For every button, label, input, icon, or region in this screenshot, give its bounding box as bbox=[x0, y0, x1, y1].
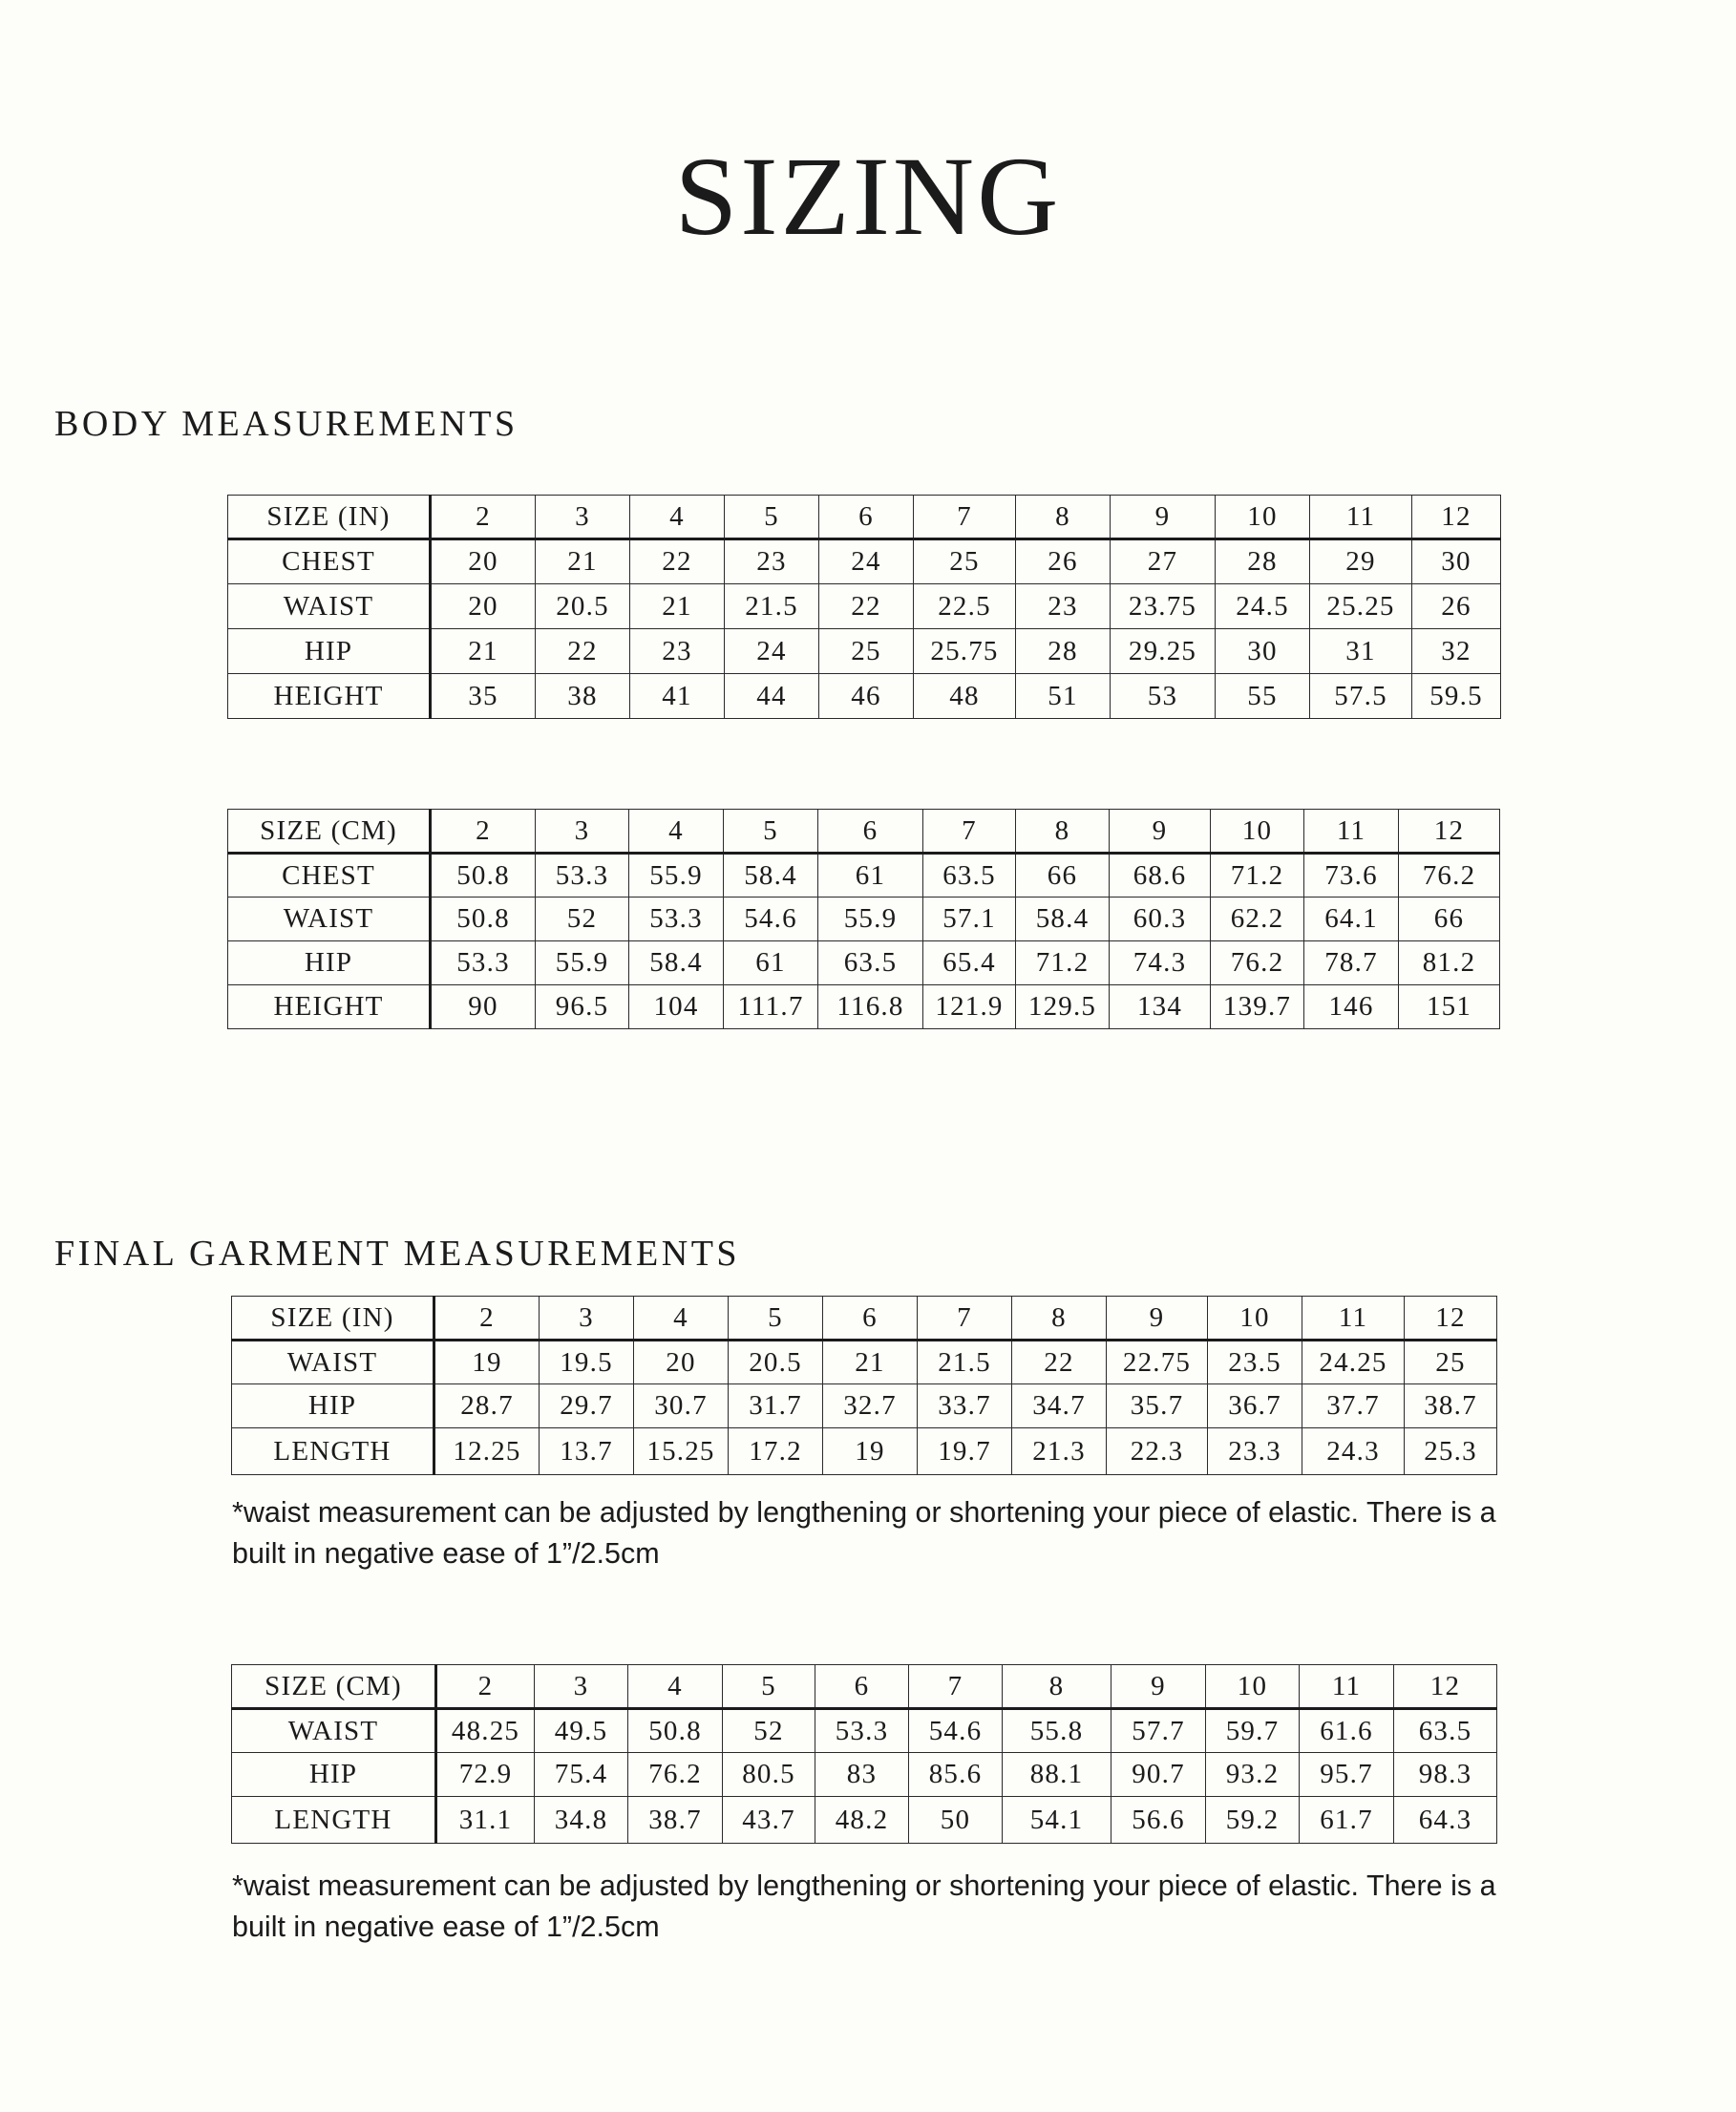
measurement-cell: 54.6 bbox=[724, 898, 818, 941]
measurement-cell: 21.5 bbox=[918, 1341, 1012, 1384]
measurement-cell: 146 bbox=[1304, 985, 1399, 1029]
measurement-cell: 20.5 bbox=[729, 1341, 823, 1384]
measurement-cell: 66 bbox=[1399, 898, 1500, 941]
measurement-cell: 116.8 bbox=[818, 985, 923, 1029]
measurement-label: HIP bbox=[232, 1384, 434, 1428]
measurement-label: WAIST bbox=[228, 898, 431, 941]
size-header-cell: 7 bbox=[909, 1665, 1003, 1709]
measurement-label: LENGTH bbox=[232, 1797, 436, 1844]
table-row bbox=[228, 985, 1500, 1029]
measurement-cell: 75.4 bbox=[535, 1753, 628, 1797]
measurement-cell: 57.7 bbox=[1111, 1709, 1206, 1753]
measurement-cell: 46 bbox=[819, 674, 914, 719]
measurement-label: CHEST bbox=[228, 854, 431, 898]
measurement-cell: 55.8 bbox=[1003, 1709, 1111, 1753]
measurement-cell: 76.2 bbox=[1211, 941, 1304, 985]
measurement-cell: 59.7 bbox=[1206, 1709, 1300, 1753]
measurement-cell: 62.2 bbox=[1211, 898, 1304, 941]
measurement-cell: 55.9 bbox=[536, 941, 629, 985]
size-header-cell: 8 bbox=[1003, 1665, 1111, 1709]
measurement-cell: 55.9 bbox=[629, 854, 724, 898]
measurement-cell: 19 bbox=[434, 1341, 540, 1384]
measurement-label: HEIGHT bbox=[228, 985, 431, 1029]
measurement-cell: 58.4 bbox=[724, 854, 818, 898]
measurement-cell: 61 bbox=[818, 854, 923, 898]
measurement-cell: 19.7 bbox=[918, 1428, 1012, 1475]
measurement-cell: 37.7 bbox=[1302, 1384, 1405, 1428]
size-header-cell: 10 bbox=[1216, 496, 1310, 539]
garment-measurements-inches-table bbox=[231, 1296, 1497, 1475]
measurement-cell: 64.1 bbox=[1304, 898, 1399, 941]
size-header-cell: 2 bbox=[431, 810, 536, 854]
size-header-cell: 9 bbox=[1107, 1297, 1208, 1341]
measurement-cell: 33.7 bbox=[918, 1384, 1012, 1428]
measurement-cell: 63.5 bbox=[1394, 1709, 1497, 1753]
size-header-cell: 4 bbox=[634, 1297, 729, 1341]
measurement-cell: 50.8 bbox=[628, 1709, 723, 1753]
size-header-cell: 6 bbox=[819, 496, 914, 539]
measurement-cell: 24.3 bbox=[1302, 1428, 1405, 1475]
measurement-cell: 60.3 bbox=[1110, 898, 1211, 941]
measurement-cell: 76.2 bbox=[628, 1753, 723, 1797]
measurement-cell: 54.6 bbox=[909, 1709, 1003, 1753]
measurement-label: CHEST bbox=[228, 539, 431, 584]
measurement-cell: 53.3 bbox=[431, 941, 536, 985]
measurement-cell: 17.2 bbox=[729, 1428, 823, 1475]
measurement-cell: 20 bbox=[634, 1341, 729, 1384]
table-row bbox=[232, 1341, 1497, 1384]
size-header-cell: 3 bbox=[536, 810, 629, 854]
garment-measurements-cm-table bbox=[231, 1664, 1497, 1844]
measurement-label: HIP bbox=[228, 941, 431, 985]
measurement-cell: 111.7 bbox=[724, 985, 818, 1029]
size-header-cell: 5 bbox=[723, 1665, 815, 1709]
measurement-cell: 121.9 bbox=[923, 985, 1016, 1029]
measurement-cell: 28.7 bbox=[434, 1384, 540, 1428]
measurement-cell: 21 bbox=[823, 1341, 918, 1384]
table-header-row bbox=[232, 1297, 1497, 1341]
measurement-cell: 31.1 bbox=[436, 1797, 535, 1844]
measurement-cell: 21 bbox=[431, 629, 536, 674]
measurement-cell: 48.2 bbox=[815, 1797, 909, 1844]
size-unit-label: SIZE (IN) bbox=[232, 1297, 434, 1341]
measurement-cell: 35 bbox=[431, 674, 536, 719]
table-row bbox=[228, 941, 1500, 985]
size-header-cell: 8 bbox=[1016, 496, 1111, 539]
measurement-cell: 49.5 bbox=[535, 1709, 628, 1753]
measurement-cell: 98.3 bbox=[1394, 1753, 1497, 1797]
measurement-cell: 48 bbox=[914, 674, 1016, 719]
measurement-cell: 24.5 bbox=[1216, 584, 1310, 629]
measurement-cell: 52 bbox=[723, 1709, 815, 1753]
measurement-cell: 22 bbox=[1012, 1341, 1107, 1384]
size-header-cell: 4 bbox=[629, 810, 724, 854]
size-header-cell: 9 bbox=[1111, 1665, 1206, 1709]
measurement-cell: 22.3 bbox=[1107, 1428, 1208, 1475]
size-header-cell: 4 bbox=[630, 496, 725, 539]
size-header-cell: 3 bbox=[535, 1665, 628, 1709]
measurement-cell: 73.6 bbox=[1304, 854, 1399, 898]
measurement-cell: 64.3 bbox=[1394, 1797, 1497, 1844]
table-row bbox=[228, 539, 1501, 584]
measurement-cell: 83 bbox=[815, 1753, 909, 1797]
page-title: SIZING bbox=[674, 134, 1062, 260]
measurement-cell: 59.2 bbox=[1206, 1797, 1300, 1844]
size-header-cell: 7 bbox=[914, 496, 1016, 539]
measurement-cell: 23.5 bbox=[1208, 1341, 1302, 1384]
size-header-cell: 10 bbox=[1208, 1297, 1302, 1341]
size-header-cell: 4 bbox=[628, 1665, 723, 1709]
size-header-cell: 5 bbox=[724, 810, 818, 854]
measurement-cell: 53.3 bbox=[629, 898, 724, 941]
measurement-cell: 27 bbox=[1111, 539, 1216, 584]
measurement-cell: 24 bbox=[819, 539, 914, 584]
measurement-cell: 22 bbox=[819, 584, 914, 629]
measurement-cell: 51 bbox=[1016, 674, 1111, 719]
measurement-cell: 26 bbox=[1016, 539, 1111, 584]
measurement-cell: 104 bbox=[629, 985, 724, 1029]
size-header-cell: 5 bbox=[725, 496, 819, 539]
size-header-cell: 8 bbox=[1016, 810, 1110, 854]
measurement-cell: 25 bbox=[914, 539, 1016, 584]
measurement-cell: 30 bbox=[1412, 539, 1501, 584]
measurement-cell: 28 bbox=[1016, 629, 1111, 674]
measurement-cell: 85.6 bbox=[909, 1753, 1003, 1797]
measurement-cell: 63.5 bbox=[923, 854, 1016, 898]
measurement-cell: 55.9 bbox=[818, 898, 923, 941]
measurement-cell: 88.1 bbox=[1003, 1753, 1111, 1797]
measurement-cell: 43.7 bbox=[723, 1797, 815, 1844]
measurement-cell: 68.6 bbox=[1110, 854, 1211, 898]
measurement-cell: 61.7 bbox=[1300, 1797, 1394, 1844]
measurement-cell: 44 bbox=[725, 674, 819, 719]
measurement-cell: 32.7 bbox=[823, 1384, 918, 1428]
measurement-cell: 151 bbox=[1399, 985, 1500, 1029]
measurement-cell: 50.8 bbox=[431, 898, 536, 941]
size-unit-label: SIZE (CM) bbox=[228, 810, 431, 854]
measurement-cell: 90 bbox=[431, 985, 536, 1029]
table-row bbox=[232, 1428, 1497, 1475]
measurement-cell: 54.1 bbox=[1003, 1797, 1111, 1844]
measurement-cell: 23.3 bbox=[1208, 1428, 1302, 1475]
measurement-cell: 28 bbox=[1216, 539, 1310, 584]
measurement-cell: 57.5 bbox=[1310, 674, 1412, 719]
measurement-cell: 90.7 bbox=[1111, 1753, 1206, 1797]
measurement-cell: 50 bbox=[909, 1797, 1003, 1844]
size-header-cell: 7 bbox=[918, 1297, 1012, 1341]
measurement-cell: 25.25 bbox=[1310, 584, 1412, 629]
measurement-cell: 25.75 bbox=[914, 629, 1016, 674]
measurement-cell: 21.5 bbox=[725, 584, 819, 629]
measurement-cell: 57.1 bbox=[923, 898, 1016, 941]
measurement-cell: 38.7 bbox=[1405, 1384, 1497, 1428]
size-header-cell: 2 bbox=[436, 1665, 535, 1709]
measurement-cell: 134 bbox=[1110, 985, 1211, 1029]
measurement-cell: 24.25 bbox=[1302, 1341, 1405, 1384]
measurement-cell: 22 bbox=[630, 539, 725, 584]
measurement-cell: 34.7 bbox=[1012, 1384, 1107, 1428]
final-garment-measurements-heading: FINAL GARMENT MEASUREMENTS bbox=[54, 1234, 741, 1274]
measurement-cell: 23 bbox=[630, 629, 725, 674]
size-header-cell: 6 bbox=[823, 1297, 918, 1341]
measurement-cell: 76.2 bbox=[1399, 854, 1500, 898]
table-header-row bbox=[232, 1665, 1497, 1709]
measurement-cell: 129.5 bbox=[1016, 985, 1110, 1029]
size-header-cell: 3 bbox=[540, 1297, 634, 1341]
measurement-cell: 13.7 bbox=[540, 1428, 634, 1475]
size-header-cell: 10 bbox=[1211, 810, 1304, 854]
table-row bbox=[228, 898, 1500, 941]
measurement-cell: 66 bbox=[1016, 854, 1110, 898]
size-header-cell: 9 bbox=[1110, 810, 1211, 854]
measurement-cell: 23.75 bbox=[1111, 584, 1216, 629]
measurement-cell: 22 bbox=[536, 629, 630, 674]
measurement-cell: 12.25 bbox=[434, 1428, 540, 1475]
size-header-cell: 12 bbox=[1405, 1297, 1497, 1341]
measurement-cell: 35.7 bbox=[1107, 1384, 1208, 1428]
measurement-cell: 61 bbox=[724, 941, 818, 985]
table-header-row bbox=[228, 810, 1500, 854]
size-header-cell: 12 bbox=[1412, 496, 1501, 539]
measurement-label: WAIST bbox=[232, 1341, 434, 1384]
measurement-cell: 21 bbox=[630, 584, 725, 629]
size-header-cell: 11 bbox=[1310, 496, 1412, 539]
measurement-cell: 55 bbox=[1216, 674, 1310, 719]
measurement-cell: 38 bbox=[536, 674, 630, 719]
measurement-label: LENGTH bbox=[232, 1428, 434, 1475]
measurement-cell: 139.7 bbox=[1211, 985, 1304, 1029]
measurement-cell: 25 bbox=[819, 629, 914, 674]
measurement-cell: 19 bbox=[823, 1428, 918, 1475]
measurement-cell: 58.4 bbox=[1016, 898, 1110, 941]
measurement-cell: 53.3 bbox=[536, 854, 629, 898]
table-header-row bbox=[228, 496, 1501, 539]
table-row bbox=[232, 1709, 1497, 1753]
measurement-label: WAIST bbox=[232, 1709, 436, 1753]
measurement-cell: 78.7 bbox=[1304, 941, 1399, 985]
measurement-cell: 34.8 bbox=[535, 1797, 628, 1844]
body-measurements-heading: BODY MEASUREMENTS bbox=[54, 404, 519, 444]
measurement-cell: 29 bbox=[1310, 539, 1412, 584]
size-header-cell: 2 bbox=[431, 496, 536, 539]
measurement-cell: 81.2 bbox=[1399, 941, 1500, 985]
measurement-cell: 31 bbox=[1310, 629, 1412, 674]
size-header-cell: 6 bbox=[818, 810, 923, 854]
table-row bbox=[228, 584, 1501, 629]
measurement-cell: 71.2 bbox=[1211, 854, 1304, 898]
measurement-label: HIP bbox=[232, 1753, 436, 1797]
measurement-label: HEIGHT bbox=[228, 674, 431, 719]
measurement-cell: 58.4 bbox=[629, 941, 724, 985]
measurement-cell: 22.75 bbox=[1107, 1341, 1208, 1384]
measurement-cell: 29.25 bbox=[1111, 629, 1216, 674]
size-unit-label: SIZE (IN) bbox=[228, 496, 431, 539]
body-measurements-cm-table bbox=[227, 809, 1500, 1029]
size-header-cell: 10 bbox=[1206, 1665, 1300, 1709]
size-header-cell: 11 bbox=[1300, 1665, 1394, 1709]
measurement-cell: 65.4 bbox=[923, 941, 1016, 985]
measurement-cell: 21.3 bbox=[1012, 1428, 1107, 1475]
measurement-cell: 20 bbox=[431, 539, 536, 584]
measurement-cell: 95.7 bbox=[1300, 1753, 1394, 1797]
measurement-cell: 93.2 bbox=[1206, 1753, 1300, 1797]
measurement-label: WAIST bbox=[228, 584, 431, 629]
measurement-cell: 63.5 bbox=[818, 941, 923, 985]
measurement-cell: 53 bbox=[1111, 674, 1216, 719]
table-row bbox=[228, 674, 1501, 719]
size-header-cell: 6 bbox=[815, 1665, 909, 1709]
size-header-cell: 11 bbox=[1302, 1297, 1405, 1341]
size-header-cell: 12 bbox=[1394, 1665, 1497, 1709]
measurement-cell: 31.7 bbox=[729, 1384, 823, 1428]
size-header-cell: 12 bbox=[1399, 810, 1500, 854]
size-header-cell: 3 bbox=[536, 496, 630, 539]
measurement-cell: 50.8 bbox=[431, 854, 536, 898]
garment-cm-waist-note: *waist measurement can be adjusted by lengthening or shortening your piece of elastic. There is a built in negative ease of 1”/2.5cm bbox=[232, 1869, 1496, 1943]
body-measurements-inches-table bbox=[227, 495, 1501, 719]
measurement-cell: 61.6 bbox=[1300, 1709, 1394, 1753]
table-row bbox=[232, 1753, 1497, 1797]
measurement-cell: 52 bbox=[536, 898, 629, 941]
measurement-cell: 20.5 bbox=[536, 584, 630, 629]
measurement-cell: 41 bbox=[630, 674, 725, 719]
measurement-cell: 30 bbox=[1216, 629, 1310, 674]
size-header-cell: 9 bbox=[1111, 496, 1216, 539]
measurement-cell: 15.25 bbox=[634, 1428, 729, 1475]
measurement-cell: 36.7 bbox=[1208, 1384, 1302, 1428]
measurement-cell: 25 bbox=[1405, 1341, 1497, 1384]
table-row bbox=[228, 629, 1501, 674]
measurement-cell: 30.7 bbox=[634, 1384, 729, 1428]
measurement-cell: 71.2 bbox=[1016, 941, 1110, 985]
size-header-cell: 5 bbox=[729, 1297, 823, 1341]
measurement-cell: 21 bbox=[536, 539, 630, 584]
measurement-cell: 22.5 bbox=[914, 584, 1016, 629]
measurement-cell: 19.5 bbox=[540, 1341, 634, 1384]
measurement-cell: 23 bbox=[725, 539, 819, 584]
measurement-cell: 32 bbox=[1412, 629, 1501, 674]
measurement-cell: 26 bbox=[1412, 584, 1501, 629]
measurement-cell: 29.7 bbox=[540, 1384, 634, 1428]
measurement-cell: 96.5 bbox=[536, 985, 629, 1029]
garment-inches-waist-note: *waist measurement can be adjusted by lengthening or shortening your piece of elastic. There is a built in negative ease of 1”/2.5cm bbox=[232, 1496, 1496, 1570]
measurement-cell: 48.25 bbox=[436, 1709, 535, 1753]
size-header-cell: 11 bbox=[1304, 810, 1399, 854]
measurement-cell: 80.5 bbox=[723, 1753, 815, 1797]
table-row bbox=[232, 1384, 1497, 1428]
measurement-cell: 72.9 bbox=[436, 1753, 535, 1797]
measurement-cell: 53.3 bbox=[815, 1709, 909, 1753]
measurement-cell: 24 bbox=[725, 629, 819, 674]
measurement-cell: 20 bbox=[431, 584, 536, 629]
measurement-cell: 56.6 bbox=[1111, 1797, 1206, 1844]
size-unit-label: SIZE (CM) bbox=[232, 1665, 436, 1709]
size-header-cell: 2 bbox=[434, 1297, 540, 1341]
measurement-cell: 38.7 bbox=[628, 1797, 723, 1844]
measurement-cell: 74.3 bbox=[1110, 941, 1211, 985]
measurement-cell: 59.5 bbox=[1412, 674, 1501, 719]
measurement-cell: 23 bbox=[1016, 584, 1111, 629]
table-row bbox=[232, 1797, 1497, 1844]
table-row bbox=[228, 854, 1500, 898]
measurement-label: HIP bbox=[228, 629, 431, 674]
measurement-cell: 25.3 bbox=[1405, 1428, 1497, 1475]
size-header-cell: 8 bbox=[1012, 1297, 1107, 1341]
size-header-cell: 7 bbox=[923, 810, 1016, 854]
